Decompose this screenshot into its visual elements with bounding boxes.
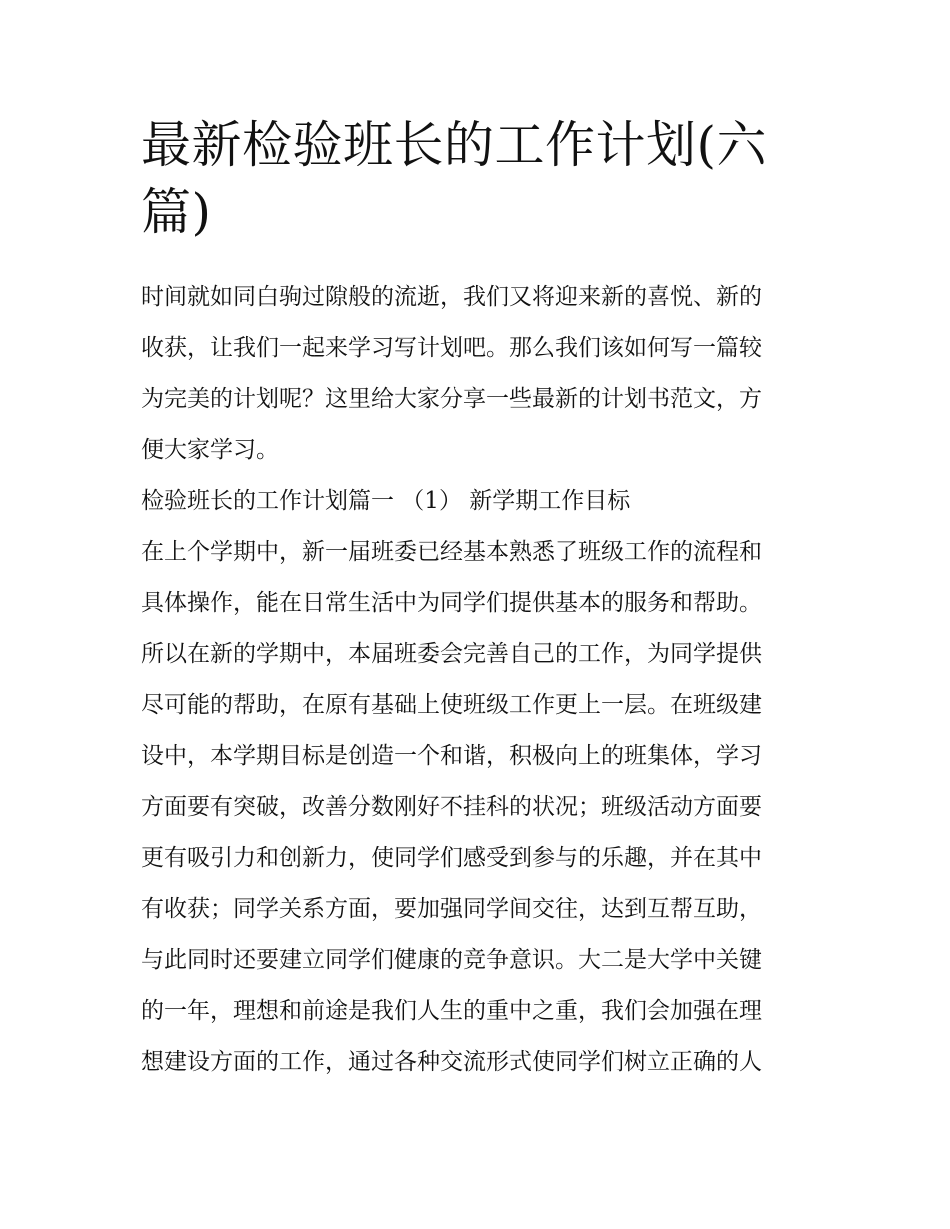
title-line: 最新检验班长的工作计划(六 [141,116,768,174]
text-line: 在上个学期中，新一届班委已经基本熟悉了班级工作的流程和 [141,539,762,565]
intro-paragraph [141,272,813,476]
text-line: 时间就如同白驹过隙般的流逝，我们又将迎来新的喜悦、新的 [141,284,762,310]
section-heading-line: 检验班长的工作计划篇一 （1） 新学期工作目标 [141,488,631,514]
text-line: 尽可能的帮助，在原有基础上使班级工作更上一层。在班级建 [141,692,762,718]
text-line: 具体操作，能在日常生活中为同学们提供基本的服务和帮助。 [141,590,762,616]
section-heading [141,476,813,527]
text-line: 有收获；同学关系方面，要加强同学间交往，达到互帮互助， [141,896,762,922]
body-paragraph [141,527,813,1088]
text-line: 更有吸引力和创新力，使同学们感受到参与的乐趣，并在其中 [141,845,762,871]
text-line: 与此同时还要建立同学们健康的竞争意识。大二是大学中关键 [141,947,762,973]
text-line: 所以在新的学期中，本届班委会完善自己的工作，为同学提供 [141,641,762,667]
document-title [141,112,813,246]
text-line: 设中，本学期目标是创造一个和谐，积极向上的班集体，学习 [141,743,762,769]
document-content [141,112,813,1088]
text-line: 为完美的计划呢？这里给大家分享一些最新的计划书范文，方 [141,386,762,412]
text-line: 的一年，理想和前途是我们人生的重中之重，我们会加强在理 [141,998,762,1024]
document-body [141,272,813,1088]
text-line: 便大家学习。 [141,437,279,463]
text-line: 想建设方面的工作，通过各种交流形式使同学们树立正确的人 [141,1049,762,1075]
text-line: 收获，让我们一起来学习写计划吧。那么我们该如何写一篇较 [141,335,762,361]
title-line: 篇) [141,183,212,241]
text-line: 方面要有突破，改善分数刚好不挂科的状况；班级活动方面要 [141,794,762,820]
